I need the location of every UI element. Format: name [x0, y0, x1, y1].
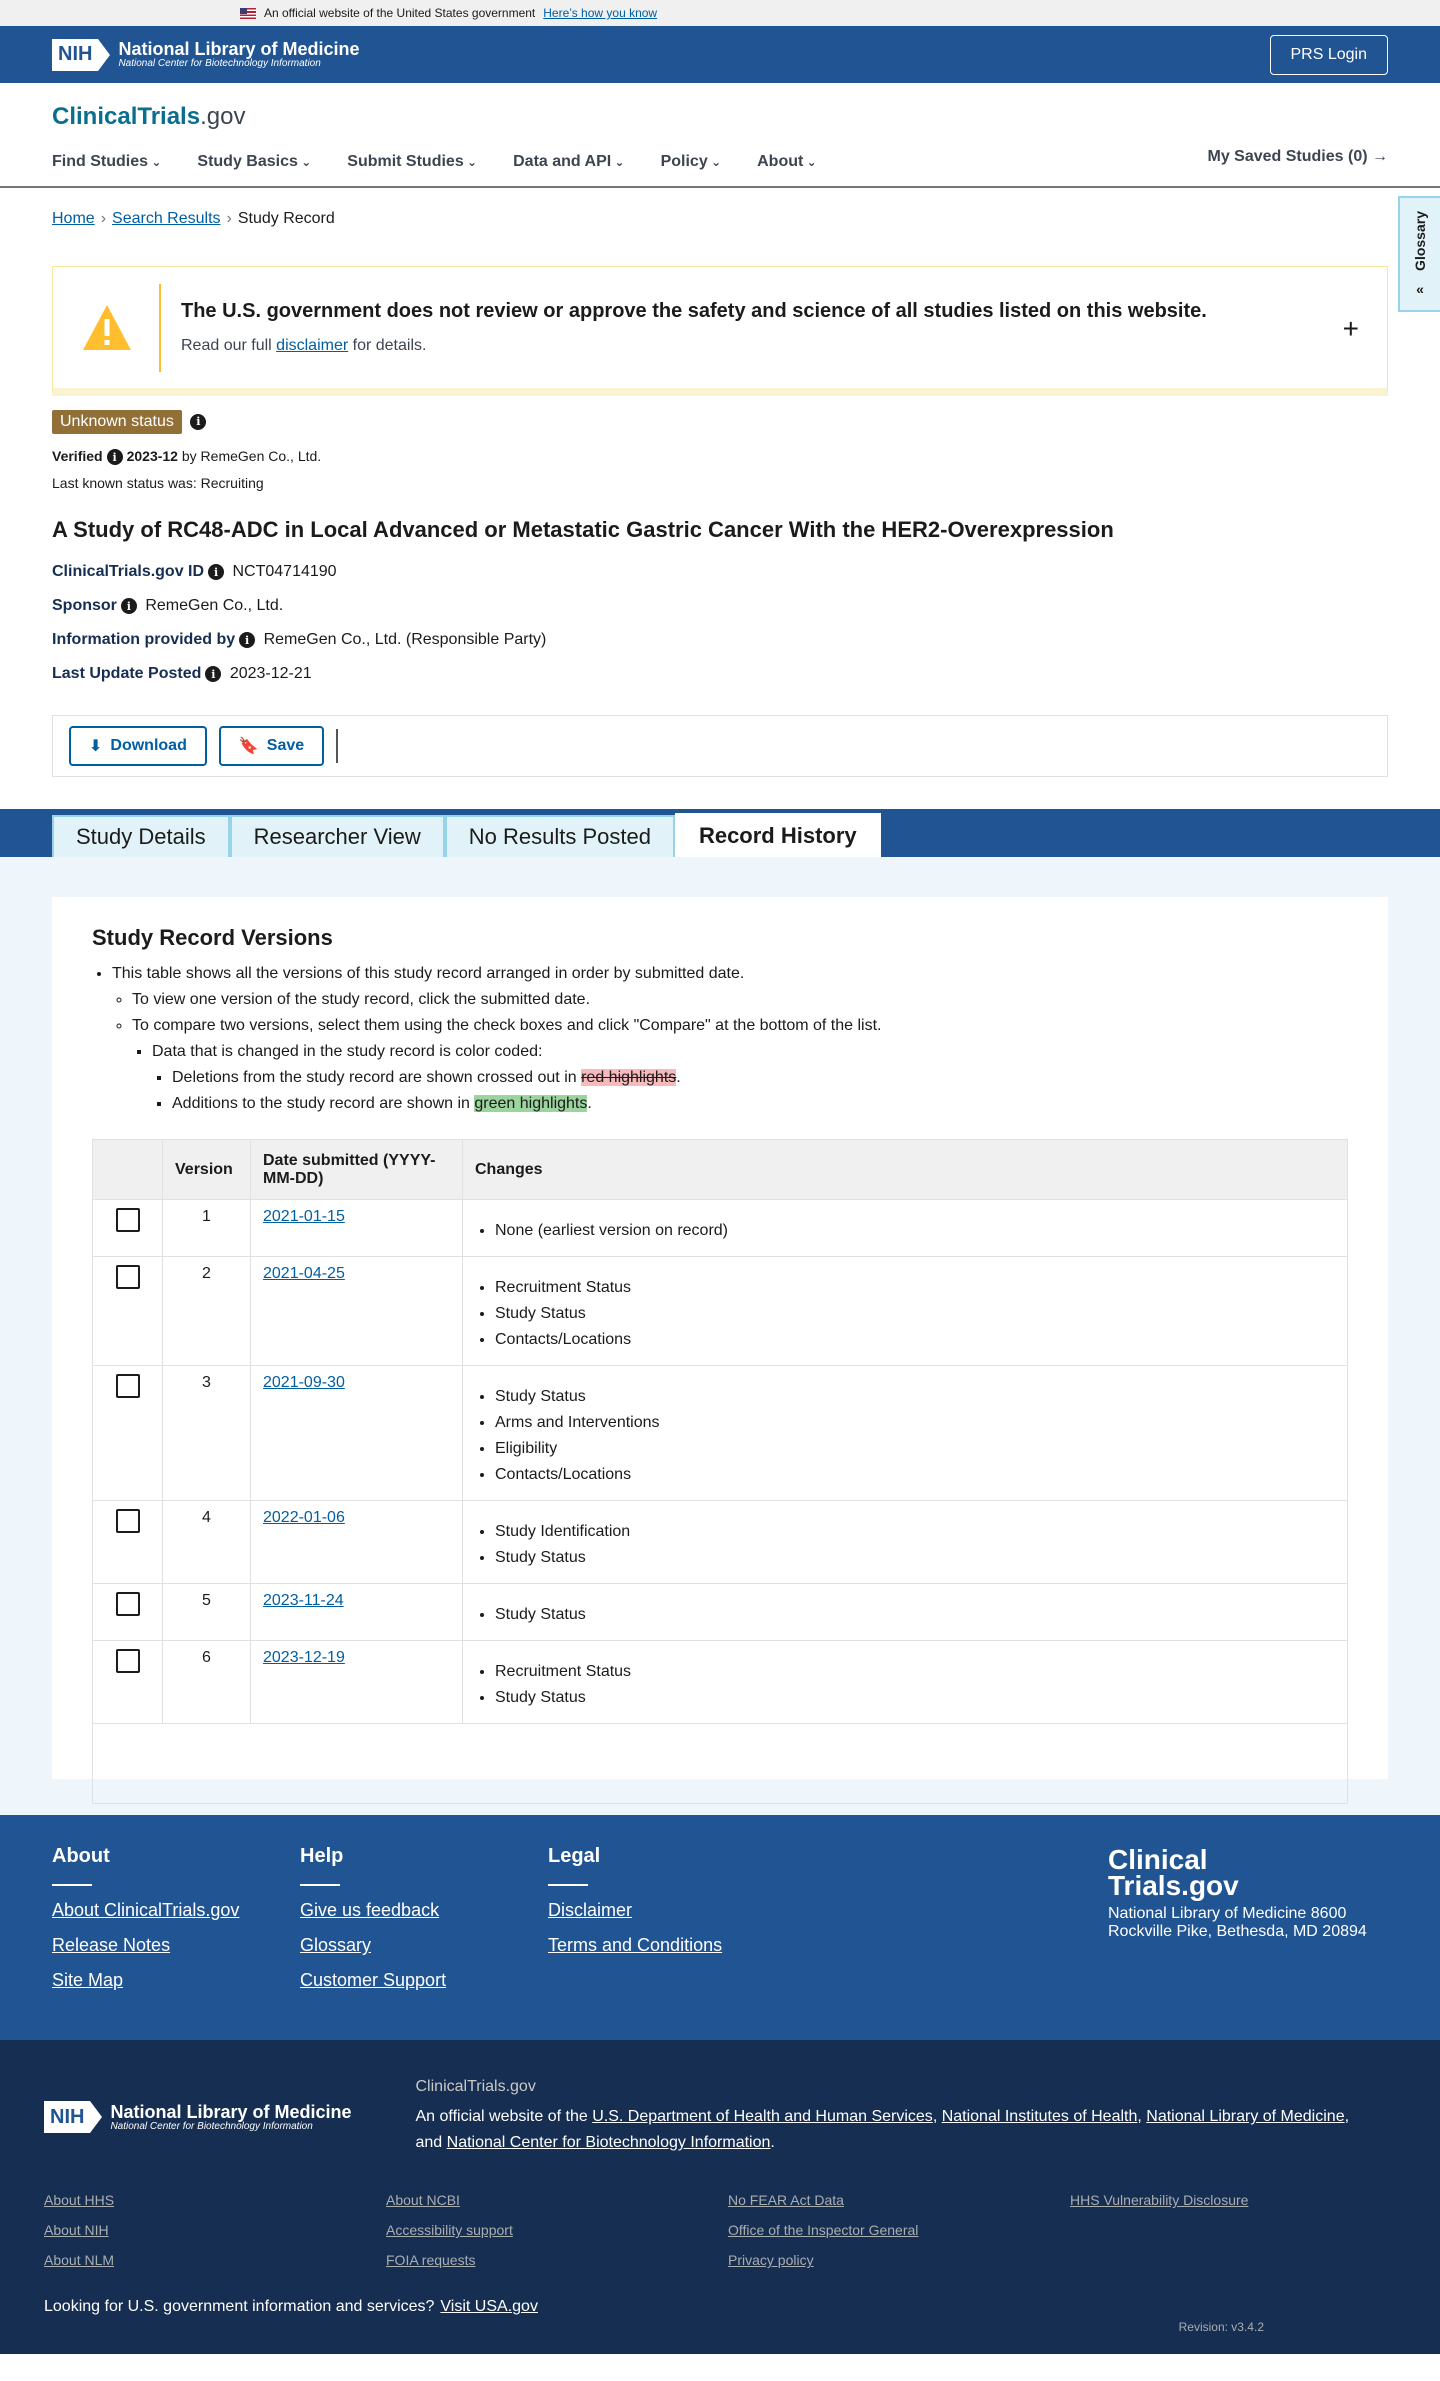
version-number: 6: [163, 1641, 251, 1724]
footer-nih-logo[interactable]: NIH National Library of Medicine National Center for Biotechnology Information: [44, 2078, 352, 2156]
version-number: 5: [163, 1584, 251, 1641]
nav-about[interactable]: About ⌄: [757, 153, 817, 171]
versions-table: [92, 1139, 1348, 1724]
info-icon[interactable]: i: [239, 632, 255, 648]
version-date-link[interactable]: 2022-01-06: [263, 1509, 345, 1527]
table-row: [93, 1584, 1348, 1641]
revision-text: Revision: v3.4.2: [1178, 2320, 1264, 2335]
glossary-tab[interactable]: [1398, 196, 1440, 312]
col-version: Version: [163, 1140, 251, 1200]
green-highlight-sample: green highlights: [474, 1095, 588, 1113]
save-button[interactable]: 🔖 Save: [219, 726, 324, 766]
change-item: • Arms and Interventions: [495, 1414, 1335, 1432]
version-checkbox[interactable]: [116, 1265, 140, 1289]
bookmark-icon: 🔖: [238, 738, 259, 756]
change-item: • None (earliest version on record): [495, 1222, 1335, 1240]
change-item: • Eligibility: [495, 1440, 1335, 1458]
footer-legal: Legal Disclaimer Terms and Conditions: [548, 1845, 796, 2010]
col-changes: Changes: [463, 1140, 1348, 1200]
main-content: [0, 210, 1440, 777]
footer-link[interactable]: Disclaimer: [548, 1900, 633, 1921]
change-item: • Study Status: [495, 1606, 1335, 1624]
footer-bottom-link: [1070, 2222, 1412, 2238]
breadcrumb-current: Study Record: [237, 210, 335, 227]
footer-link[interactable]: Glossary: [300, 1935, 372, 1956]
nih-logo[interactable]: [52, 39, 360, 71]
change-item: • Study Status: [495, 1689, 1335, 1707]
tab-researcher-view[interactable]: Researcher View: [230, 815, 445, 857]
double-chevron-left-icon: «: [1416, 280, 1424, 297]
footer-bottom-link[interactable]: Accessibility support: [386, 2222, 513, 2239]
change-item: • Study Status: [495, 1305, 1335, 1323]
footer-bottom-link[interactable]: About NLM: [44, 2252, 115, 2269]
table-row: [93, 1501, 1348, 1584]
arrow-right-icon: →: [1372, 148, 1388, 165]
gov-banner-text: An official website of the United States government: [264, 6, 536, 20]
change-item: • Study Identification: [495, 1523, 1335, 1541]
how-you-know-link[interactable]: Here’s how you know: [543, 6, 658, 20]
table-row: [93, 1641, 1348, 1724]
chevron-right-icon: ›: [100, 210, 107, 227]
download-icon: ⬇: [89, 738, 103, 756]
verified-line: Verified i 2023-12 by RemeGen Co., Ltd.: [52, 448, 322, 464]
version-number: 1: [163, 1200, 251, 1257]
version-date-link[interactable]: 2023-12-19: [263, 1649, 345, 1667]
footer-help: Help Give us feedback Glossary Customer Support: [300, 1845, 548, 2010]
footer-bottom-link[interactable]: About HHS: [44, 2192, 115, 2209]
info-icon[interactable]: i: [205, 666, 221, 682]
change-item: • Study Status: [495, 1549, 1335, 1567]
prs-login-button[interactable]: PRS Login: [1270, 35, 1389, 75]
version-number: 4: [163, 1501, 251, 1584]
footer-bottom-link[interactable]: About NIH: [44, 2222, 109, 2239]
expand-plus-icon[interactable]: +: [1342, 313, 1359, 344]
study-meta: ClinicalTrials.gov ID i NCT04714190 Sponsor i RemeGen Co., Ltd. Information provided by i RemeGen Co., Ltd. (Responsible Party) Last Update Posted i 2023-12-21: [52, 563, 547, 683]
chevron-right-icon: ›: [226, 210, 232, 227]
tab-no-results-posted[interactable]: No Results Posted: [445, 815, 675, 857]
footer-bottom-link[interactable]: No FEAR Act Data: [728, 2192, 844, 2209]
status-badge: Unknown status: [52, 410, 182, 434]
footer-link[interactable]: About ClinicalTrials.gov: [52, 1900, 240, 1921]
alert-body: Read our full disclaimer for details.: [181, 337, 427, 354]
study-title: A Study of RC48-ADC in Local Advanced or Metastatic Gastric Cancer With the HER2-Overexpression: [52, 517, 1114, 543]
info-icon[interactable]: i: [121, 598, 137, 614]
footer-link[interactable]: Site Map: [52, 1970, 124, 1991]
nav-data-api[interactable]: Data and API ⌄: [513, 153, 624, 171]
nih-abbr: NIH: [52, 39, 98, 71]
footer-bottom-link[interactable]: FOIA requests: [386, 2252, 476, 2269]
footer-address: National Library of Medicine 8600 Rockville Pike, Bethesda, MD 20894: [1108, 1905, 1367, 1941]
change-item: • Contacts/Locations: [495, 1466, 1335, 1484]
change-item: • Recruitment Status: [495, 1663, 1335, 1681]
ncbi-subtitle: National Center for Biotechnology Information: [118, 58, 321, 69]
table-row: [93, 1366, 1348, 1501]
glossary-tab-label: Glossary: [1412, 211, 1428, 271]
my-saved-studies-link[interactable]: My Saved Studies (0) →: [1207, 148, 1388, 165]
history-instructions: • This table shows all the versions of this study record arranged in order by submitted date. ◦ To view one version of the study record, click the submitted date. ◦ To compare two versions, select them using the check boxes and click "Compare" at the bottom of the list. ▪ Data that is changed in the study record is color coded: ▪ Deletions from the study record are shown crossed out in red highlights. ▪ Additions to the study record are shown in green highlights.: [112, 965, 1348, 1113]
footer-bottom-link[interactable]: HHS Vulnerability Disclosure: [1070, 2192, 1249, 2209]
nav-policy[interactable]: Policy ⌄: [661, 153, 722, 171]
alert-heading: The U.S. government does not review or approve the safety and science of all studies listed on this website.: [181, 300, 1207, 322]
red-highlight-sample: red highlights: [581, 1069, 677, 1087]
main-nav: [52, 153, 1388, 171]
col-date: Date submitted (YYYY-MM-DD): [251, 1140, 463, 1200]
visit-usa-link[interactable]: Visit USA.gov: [440, 2298, 538, 2316]
nct-id: NCT04714190: [232, 563, 337, 581]
last-update-value: 2023-12-21: [229, 665, 312, 683]
version-date-link[interactable]: 2021-01-15: [263, 1208, 345, 1226]
version-checkbox[interactable]: [116, 1592, 140, 1616]
version-date-link[interactable]: 2021-09-30: [263, 1374, 345, 1392]
version-checkbox[interactable]: [116, 1374, 140, 1398]
last-known-status: Last known status was: Recruiting: [52, 475, 264, 492]
nav-submit-studies[interactable]: Submit Studies ⌄: [347, 153, 477, 171]
footer-about: About About ClinicalTrials.gov Release Notes Site Map: [52, 1845, 300, 2010]
footer-bottom-link[interactable]: Office of the Inspector General: [728, 2222, 919, 2239]
nav-find-studies[interactable]: Find Studies ⌄: [52, 153, 161, 171]
nlm-title: National Library of Medicine: [118, 39, 360, 59]
footer-bottom-links: [44, 2192, 1396, 2268]
version-number: 2: [163, 1257, 251, 1366]
change-item: • Recruitment Status: [495, 1279, 1335, 1297]
footer-top: [0, 1815, 1440, 2040]
official-site-text: ClinicalTrials.gov An official website of the U.S. Department of Health and Human Services, National Institutes of Health, National Library of Medicine, and National Center for Biotechnology Information.: [415, 2078, 1350, 2152]
record-history-section: [0, 857, 1440, 1815]
change-item: • Contacts/Locations: [495, 1331, 1335, 1349]
disclaimer-link[interactable]: disclaimer: [276, 337, 349, 354]
table-row: [93, 1200, 1348, 1257]
version-checkbox[interactable]: [116, 1649, 140, 1673]
footer-bottom-link[interactable]: Privacy policy: [728, 2252, 814, 2269]
download-button[interactable]: ⬇ Download: [69, 726, 207, 766]
info-icon[interactable]: i: [208, 564, 224, 580]
breadcrumb-search-results[interactable]: Search Results: [112, 210, 221, 227]
action-bar: [52, 715, 1388, 777]
footer-bottom-link[interactable]: About NCBI: [386, 2192, 460, 2209]
version-date-link[interactable]: 2021-04-25: [263, 1265, 345, 1283]
warning-icon: [81, 302, 133, 354]
footer-link[interactable]: Give us feedback: [300, 1900, 440, 1921]
version-date-link[interactable]: 2023-11-24: [263, 1592, 344, 1610]
clinicaltrials-logo[interactable]: ClinicalTrials.gov: [52, 103, 246, 130]
tab-study-details[interactable]: Study Details: [52, 815, 230, 857]
provided-by-value: RemeGen Co., Ltd. (Responsible Party): [263, 631, 547, 649]
version-checkbox[interactable]: [116, 1509, 140, 1533]
disclaimer-alert: [52, 266, 1388, 396]
us-flag-icon: [240, 8, 256, 19]
site-header: [0, 83, 1440, 188]
footer-link[interactable]: Terms and Conditions: [548, 1935, 723, 1956]
sponsor-value: RemeGen Co., Ltd.: [145, 597, 284, 615]
usa-gov-line: Looking for U.S. government information and services? Visit USA.gov: [44, 2298, 538, 2316]
footer-bottom-link: [1070, 2252, 1412, 2268]
change-item: • Study Status: [495, 1388, 1335, 1406]
nih-header: [0, 26, 1440, 83]
info-icon[interactable]: i: [107, 449, 123, 465]
gov-banner: [0, 0, 1440, 26]
info-icon[interactable]: i: [190, 414, 206, 430]
history-heading: Study Record Versions: [92, 925, 333, 951]
history-card: [52, 897, 1388, 1779]
version-checkbox[interactable]: [116, 1208, 140, 1232]
footer-link[interactable]: Release Notes: [52, 1935, 171, 1956]
footer-brand: Clinical Trials.gov National Library of Medicine 8600 Rockville Pike, Bethesda, MD 20894: [1108, 1844, 1367, 1941]
tab-record-history[interactable]: Record History: [675, 813, 881, 857]
table-row: [93, 1257, 1348, 1366]
nav-study-basics[interactable]: Study Basics ⌄: [197, 153, 311, 171]
footer-link[interactable]: Customer Support: [300, 1970, 447, 1991]
breadcrumb: [52, 210, 1388, 228]
version-number: 3: [163, 1366, 251, 1501]
study-tabs: [0, 809, 1440, 857]
breadcrumb-home[interactable]: Home: [52, 210, 95, 227]
footer-bottom: [0, 2040, 1440, 2354]
